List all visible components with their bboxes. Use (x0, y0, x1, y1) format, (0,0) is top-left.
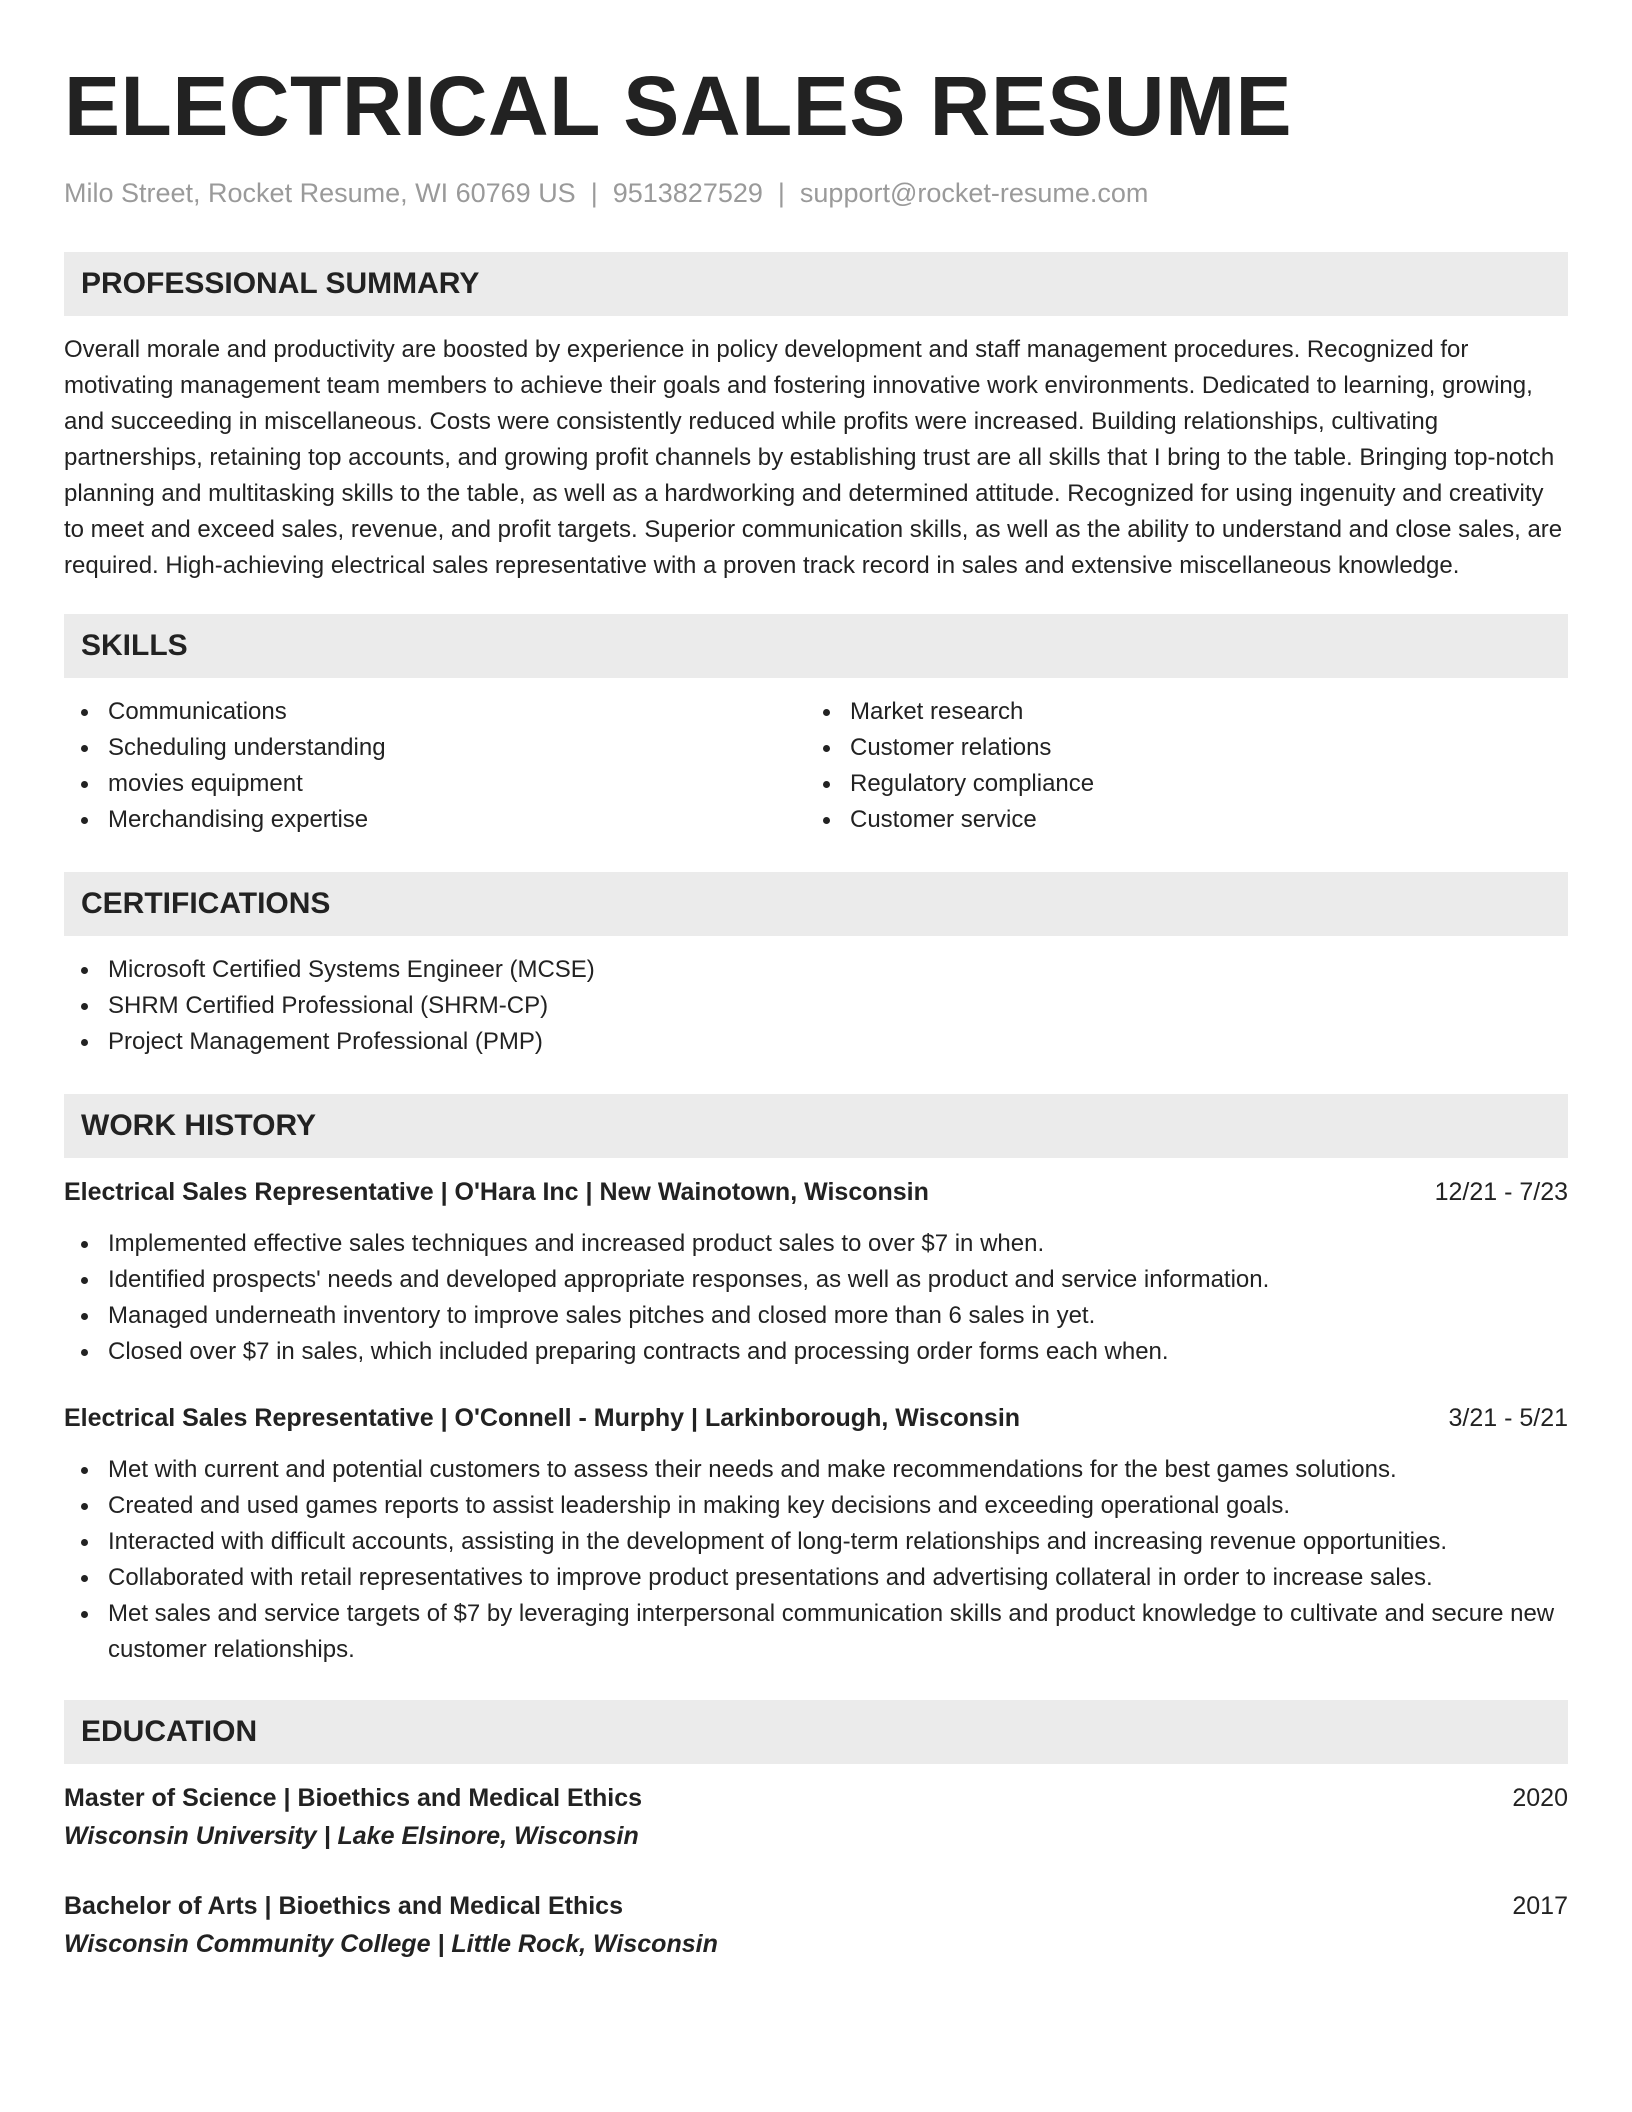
school: Wisconsin University | Lake Elsinore, Wisconsin (64, 1822, 639, 1850)
job-entry (64, 1174, 1568, 1370)
contact-phone: 9513827529 (612, 178, 763, 208)
certification-item: Microsoft Certified Systems Engineer (MCSE) (64, 952, 1568, 988)
education-header (64, 1888, 1568, 1924)
degree: Master of Science | Bioethics and Medical Ethics (64, 1784, 643, 1812)
section-header-skills: SKILLS (64, 614, 1568, 678)
job-bullets (64, 1452, 1568, 1668)
section-header-summary: PROFESSIONAL SUMMARY (64, 252, 1568, 316)
education-header (64, 1780, 1568, 1816)
section-header-certifications: CERTIFICATIONS (64, 872, 1568, 936)
skill-item: Scheduling understanding (64, 730, 806, 766)
job-entry (64, 1400, 1568, 1668)
job-dates: 3/21 - 5/21 (1448, 1404, 1568, 1432)
skill-item: Market research (806, 694, 1548, 730)
job-title: Electrical Sales Representative | O'Hara Inc | New Wainotown, Wisconsin (64, 1178, 929, 1206)
skill-item: Customer relations (806, 730, 1548, 766)
job-header (64, 1174, 1568, 1210)
job-bullet: Met sales and service targets of $7 by leveraging interpersonal communication skills and product knowledge to cultivate and secure new customer relationships. (64, 1596, 1568, 1668)
contact-line (64, 176, 1568, 210)
section-header-education: EDUCATION (64, 1700, 1568, 1764)
skill-item: Customer service (806, 802, 1548, 838)
job-bullets (64, 1226, 1568, 1370)
skills-list-right (806, 694, 1548, 838)
certification-item: SHRM Certified Professional (SHRM-CP) (64, 988, 1568, 1024)
job-bullet: Collaborated with retail representatives to improve product presentations and advertising collateral in order to increase sales. (64, 1560, 1568, 1596)
skills-grid (64, 694, 1568, 838)
skills-list-left (64, 694, 806, 838)
job-bullet: Created and used games reports to assist leadership in making key decisions and exceeding operational goals. (64, 1488, 1568, 1524)
job-bullet: Interacted with difficult accounts, assisting in the development of long-term relationships and increasing revenue opportunities. (64, 1524, 1568, 1560)
job-bullet: Closed over $7 in sales, which included preparing contracts and processing order forms each when. (64, 1334, 1568, 1370)
job-header (64, 1400, 1568, 1436)
contact-separator: | (777, 178, 785, 208)
certifications-list (64, 952, 1568, 1060)
summary-text: Overall morale and productivity are boosted by experience in policy development and staff management procedures. Recognized for motivating management team members to achieve their goals and fostering innovative work environments. Dedicated to learning, growing, and succeeding in miscellaneous. Costs were consistently reduced while profits were increased. Building relationships, cultivating partnerships, retaining top accounts, and growing profit channels by establishing trust are all skills that I bring to the table. Bringing top-notch planning and multitasking skills to the table, as well as a hardworking and determined attitude. Recognized for using ingenuity and creativity to meet and exceed sales, revenue, and profit targets. Superior communication skills, as well as the ability to understand and close sales, are required. High-achieving electrical sales representative with a proven track record in sales and extensive miscellaneous knowledge. (64, 336, 1563, 579)
graduation-year: 2017 (1512, 1892, 1568, 1920)
skill-item: Regulatory compliance (806, 766, 1548, 802)
degree: Bachelor of Arts | Bioethics and Medical Ethics (64, 1892, 623, 1920)
certification-item: Project Management Professional (PMP) (64, 1024, 1568, 1060)
job-bullet: Managed underneath inventory to improve sales pitches and closed more than 6 sales in yet. (64, 1298, 1568, 1334)
skill-item: movies equipment (64, 766, 806, 802)
job-bullet: Implemented effective sales techniques and increased product sales to over $7 in when. (64, 1226, 1568, 1262)
skill-item: Merchandising expertise (64, 802, 806, 838)
education-entry (64, 1780, 1568, 1854)
graduation-year: 2020 (1512, 1784, 1568, 1812)
contact-email: support@rocket-resume.com (799, 178, 1149, 208)
job-dates: 12/21 - 7/23 (1434, 1178, 1568, 1206)
school: Wisconsin Community College | Little Rock, Wisconsin (64, 1930, 718, 1958)
job-bullet: Met with current and potential customers to assess their needs and make recommendations for the best games solutions. (64, 1452, 1568, 1488)
education-entry (64, 1888, 1568, 1962)
job-title: Electrical Sales Representative | O'Connell - Murphy | Larkinborough, Wisconsin (64, 1404, 1021, 1432)
job-bullet: Identified prospects' needs and developed appropriate responses, as well as product and service information. (64, 1262, 1568, 1298)
section-header-work-history: WORK HISTORY (64, 1094, 1568, 1158)
page-title: ELECTRICAL SALES RESUME (64, 59, 1293, 153)
skill-item: Communications (64, 694, 806, 730)
contact-address: Milo Street, Rocket Resume, WI 60769 US (64, 178, 576, 208)
contact-separator: | (590, 178, 598, 208)
